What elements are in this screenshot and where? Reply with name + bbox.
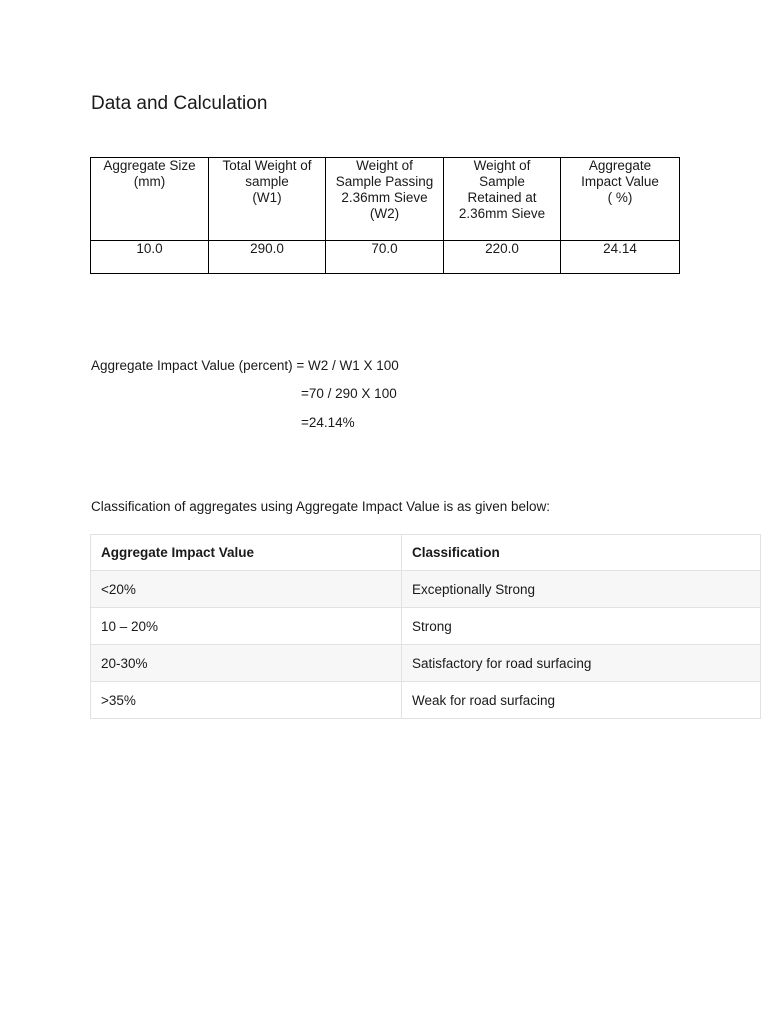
header-weight-passing: Weight of Sample Passing 2.36mm Sieve (W2) [335, 158, 434, 221]
data-table-header-cell [444, 158, 561, 241]
header-classification: Classification [402, 535, 761, 571]
table-row [91, 241, 680, 274]
table-row [91, 608, 761, 645]
header-aggregate-size: Aggregate Size (mm) [103, 158, 196, 189]
data-table-header-cell [209, 158, 326, 241]
cell-weight-passing: 70.0 [326, 241, 444, 274]
classification-intro: Classification of aggregates using Aggregate Impact Value is as given below: [91, 499, 551, 514]
table-row [91, 645, 761, 682]
cell-range: <20% [91, 571, 402, 608]
data-table-header-cell [561, 158, 680, 241]
formula-line-3: =24.14% [301, 415, 355, 430]
classification-table [90, 534, 761, 719]
table-row [91, 571, 761, 608]
classification-header-row [91, 535, 761, 571]
formula-line-2: =70 / 290 X 100 [301, 386, 397, 401]
cell-classification: Weak for road surfacing [402, 682, 761, 719]
formula-line-1: Aggregate Impact Value (percent) = W2 / W1 X 100 [91, 358, 399, 373]
cell-classification: Exceptionally Strong [402, 571, 761, 608]
header-total-weight: Total Weight of sample (W1) [222, 158, 312, 205]
header-weight-retained: Weight of Sample Retained at 2.36mm Sieve [458, 158, 546, 221]
page-title: Data and Calculation [91, 93, 268, 114]
cell-range: 10 – 20% [91, 608, 402, 645]
data-table [90, 157, 680, 274]
data-table-header-cell [91, 158, 209, 241]
cell-classification: Satisfactory for road surfacing [402, 645, 761, 682]
data-table-header-row [91, 158, 680, 241]
cell-total-weight: 290.0 [209, 241, 326, 274]
data-table-header-cell [326, 158, 444, 241]
cell-classification: Strong [402, 608, 761, 645]
header-impact-value-range: Aggregate Impact Value [91, 535, 402, 571]
table-row [91, 682, 761, 719]
cell-impact-value: 24.14 [561, 241, 680, 274]
header-impact-value: Aggregate Impact Value ( %) [581, 158, 659, 205]
cell-range: 20-30% [91, 645, 402, 682]
cell-range: >35% [91, 682, 402, 719]
cell-weight-retained: 220.0 [444, 241, 561, 274]
cell-aggregate-size: 10.0 [91, 241, 209, 274]
